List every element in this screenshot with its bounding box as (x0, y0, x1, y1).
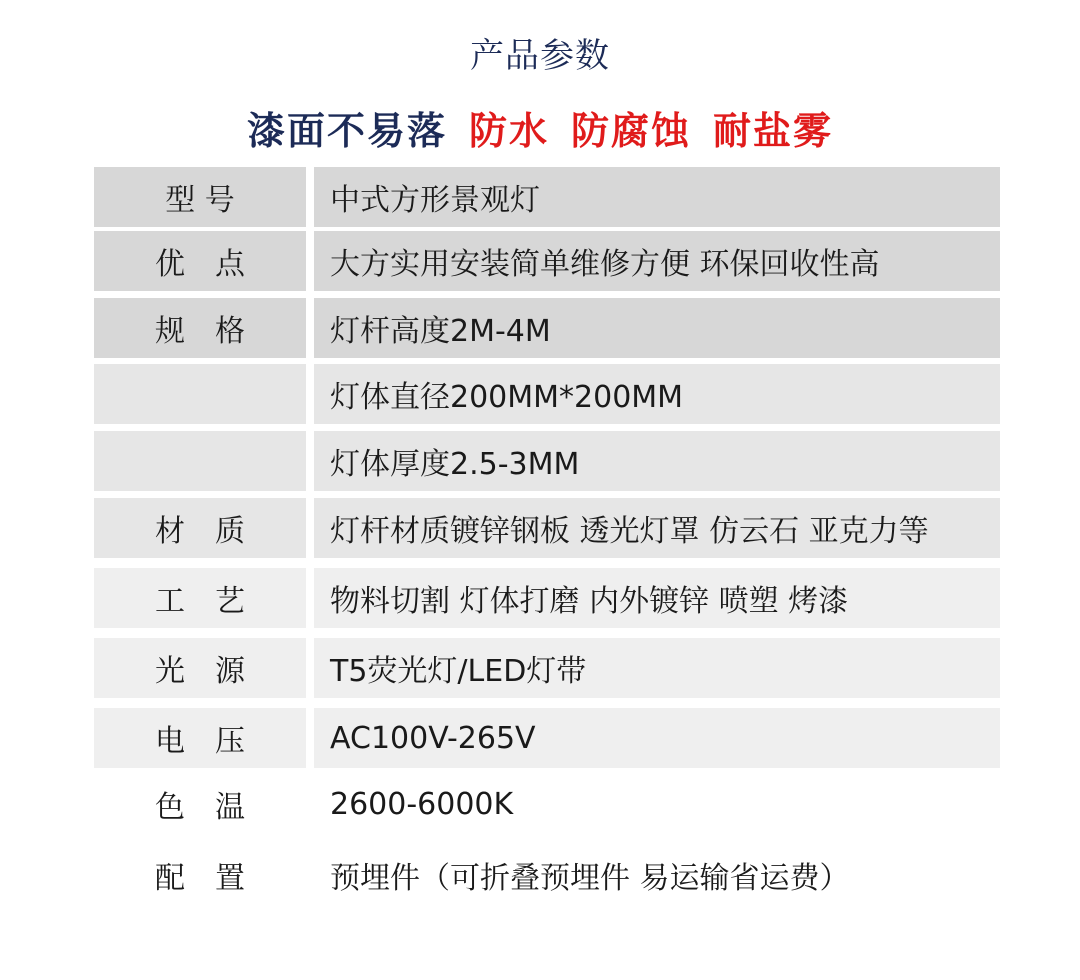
page-title: 产品参数 (470, 36, 610, 76)
spec-value: AC100V-265V (314, 708, 1000, 768)
spec-label: 工 艺 (94, 568, 306, 628)
spec-label: 型 号 (94, 167, 306, 227)
spec-row-specification (94, 298, 1000, 358)
slogan-feature-salt-spray: 耐盐雾 (713, 109, 834, 153)
spec-label: 配 置 (155, 861, 245, 896)
spec-label (94, 364, 306, 424)
spec-value: 大方实用安装简单维修方便 环保回收性高 (314, 231, 1000, 291)
spec-value: 灯体厚度2.5-3MM (314, 431, 1000, 491)
slogan-main: 漆面不易落 (246, 109, 447, 153)
spec-value: T5荧光灯/LED灯带 (314, 638, 1000, 698)
spec-row-light-source (94, 638, 1000, 698)
spec-label: 材 质 (94, 498, 306, 558)
spec-row-voltage (94, 708, 1000, 768)
spec-row-configuration (94, 845, 1000, 905)
spec-label: 优 点 (94, 231, 306, 291)
spec-value: 灯体直径200MM*200MM (314, 364, 1000, 424)
spec-value: 灯杆高度2M-4M (314, 298, 1000, 358)
spec-row-diameter (94, 364, 1000, 424)
spec-row-process (94, 568, 1000, 628)
spec-value: 中式方形景观灯 (314, 167, 1000, 227)
spec-row-material (94, 498, 1000, 558)
slogan (0, 100, 1080, 155)
spec-label: 光 源 (94, 638, 306, 698)
spec-row-thickness (94, 431, 1000, 491)
spec-row-advantages (94, 231, 1000, 291)
spec-label: 规 格 (94, 298, 306, 358)
spec-label: 色 温 (155, 790, 245, 825)
spec-label: 电 压 (94, 708, 306, 768)
spec-value: 预埋件（可折叠预埋件 易运输省运费） (330, 861, 850, 896)
slogan-feature-waterproof: 防水 (468, 109, 549, 153)
spec-row-color-temperature (94, 774, 1000, 834)
spec-value: 物料切割 灯体打磨 内外镀锌 喷塑 烤漆 (314, 568, 1000, 628)
spec-label (94, 431, 306, 491)
spec-value: 灯杆材质镀锌钢板 透光灯罩 仿云石 亚克力等 (314, 498, 1000, 558)
spec-value: 2600-6000K (330, 786, 514, 822)
spec-row-model (94, 167, 1000, 227)
slogan-feature-anticorrosion: 防腐蚀 (571, 109, 692, 153)
